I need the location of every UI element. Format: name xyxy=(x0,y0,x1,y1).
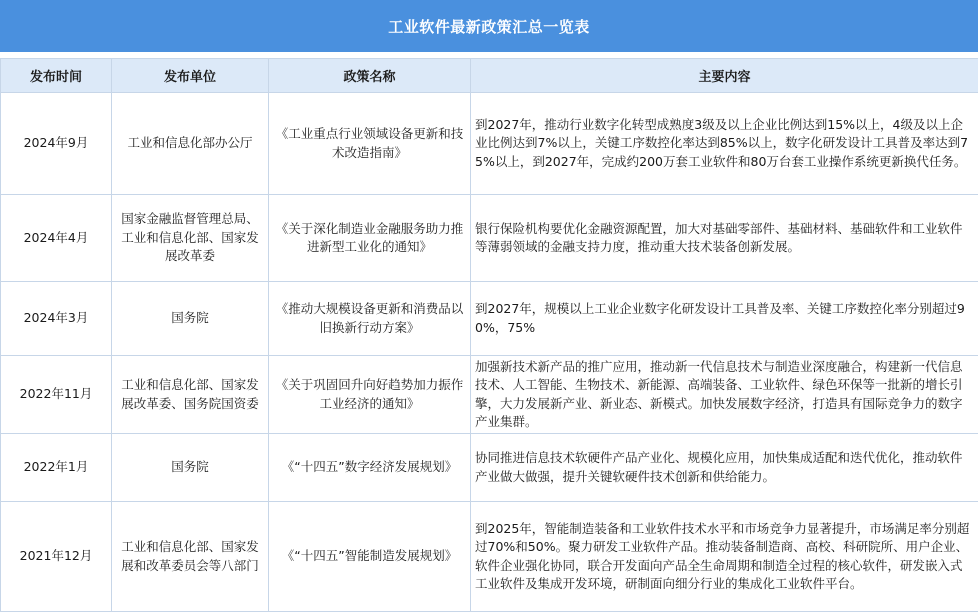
row-org: 国务院 xyxy=(112,434,269,502)
row-policy-name: 《关于深化制造业金融服务助力推进新型工业化的通知》 xyxy=(269,195,471,282)
row-policy-name: 《“十四五”智能制造发展规划》 xyxy=(269,502,471,612)
row-content: 加强新技术新产品的推广应用，推动新一代信息技术与制造业深度融合，构建新一代信息技术、人工智能、生物技术、新能源、高端装备、工业软件、绿色环保等一批新的增长引擎，大力发展新产业、新业态、新模式。加快发展数字经济，打造具有国际竞争力的数字产业集群。 xyxy=(471,356,978,434)
row-org: 工业和信息化部办公厅 xyxy=(112,93,269,195)
row-content: 银行保险机构要优化金融资源配置，加大对基础零部件、基础材料、基础软件和工业软件等薄弱领域的金融支持力度，推动重大技术装备创新发展。 xyxy=(471,195,978,282)
row-content: 到2027年，规模以上工业企业数字化研发设计工具普及率、关键工序数控化率分别超过90%，75% xyxy=(471,282,978,356)
row-policy-name: 《工业重点行业领域设备更新和技术改造指南》 xyxy=(269,93,471,195)
row-policy-name: 《推动大规模设备更新和消费品以旧换新行动方案》 xyxy=(269,282,471,356)
row-date: 2022年1月 xyxy=(1,434,112,502)
row-org: 国家金融监督管理总局、工业和信息化部、国家发展改革委 xyxy=(112,195,269,282)
header-org: 发布单位 xyxy=(112,59,269,93)
row-date: 2022年11月 xyxy=(1,356,112,434)
table-row xyxy=(1,502,978,612)
row-content: 协同推进信息技术软硬件产品产业化、规模化应用，加快集成适配和迭代优化，推动软件产业做大做强，提升关键软硬件技术创新和供给能力。 xyxy=(471,434,978,502)
row-date: 2024年3月 xyxy=(1,282,112,356)
table-row xyxy=(1,356,978,434)
row-policy-name: 《“十四五”数字经济发展规划》 xyxy=(269,434,471,502)
row-org: 国务院 xyxy=(112,282,269,356)
row-org: 工业和信息化部、国家发展和改革委员会等八部门 xyxy=(112,502,269,612)
header-content: 主要内容 xyxy=(471,59,978,93)
table-row xyxy=(1,93,978,195)
row-content: 到2027年，推动行业数字化转型成熟度3级及以上企业比例达到15%以上，4级及以上企业比例达到7%以上，关键工序数控化率达到85%以上，数字化研发设计工具普及率达到75%以上，到2027年，完成约200万套工业软件和80万台套工业操作系统更新换代任务。 xyxy=(471,93,978,195)
row-date: 2024年9月 xyxy=(1,93,112,195)
table-row xyxy=(1,282,978,356)
header-row xyxy=(1,59,978,93)
row-org: 工业和信息化部、国家发展改革委、国务院国资委 xyxy=(112,356,269,434)
table-title: 工业软件最新政策汇总一览表 xyxy=(0,0,978,52)
policy-table xyxy=(0,58,978,612)
row-content: 到2025年，智能制造装备和工业软件技术水平和市场竞争力显著提升，市场满足率分别超过70%和50%。聚力研发工业软件产品。推动装备制造商、高校、科研院所、用户企业、软件企业强化协同，联合开发面向产品全生命周期和制造全过程的核心软件，研发嵌入式工业软件及集成开发环境，研制面向细分行业的集成化工业软件平台。 xyxy=(471,502,978,612)
row-date: 2021年12月 xyxy=(1,502,112,612)
row-date: 2024年4月 xyxy=(1,195,112,282)
table-row xyxy=(1,434,978,502)
header-date: 发布时间 xyxy=(1,59,112,93)
table-row xyxy=(1,195,978,282)
header-name: 政策名称 xyxy=(269,59,471,93)
row-policy-name: 《关于巩固回升向好趋势加力振作工业经济的通知》 xyxy=(269,356,471,434)
